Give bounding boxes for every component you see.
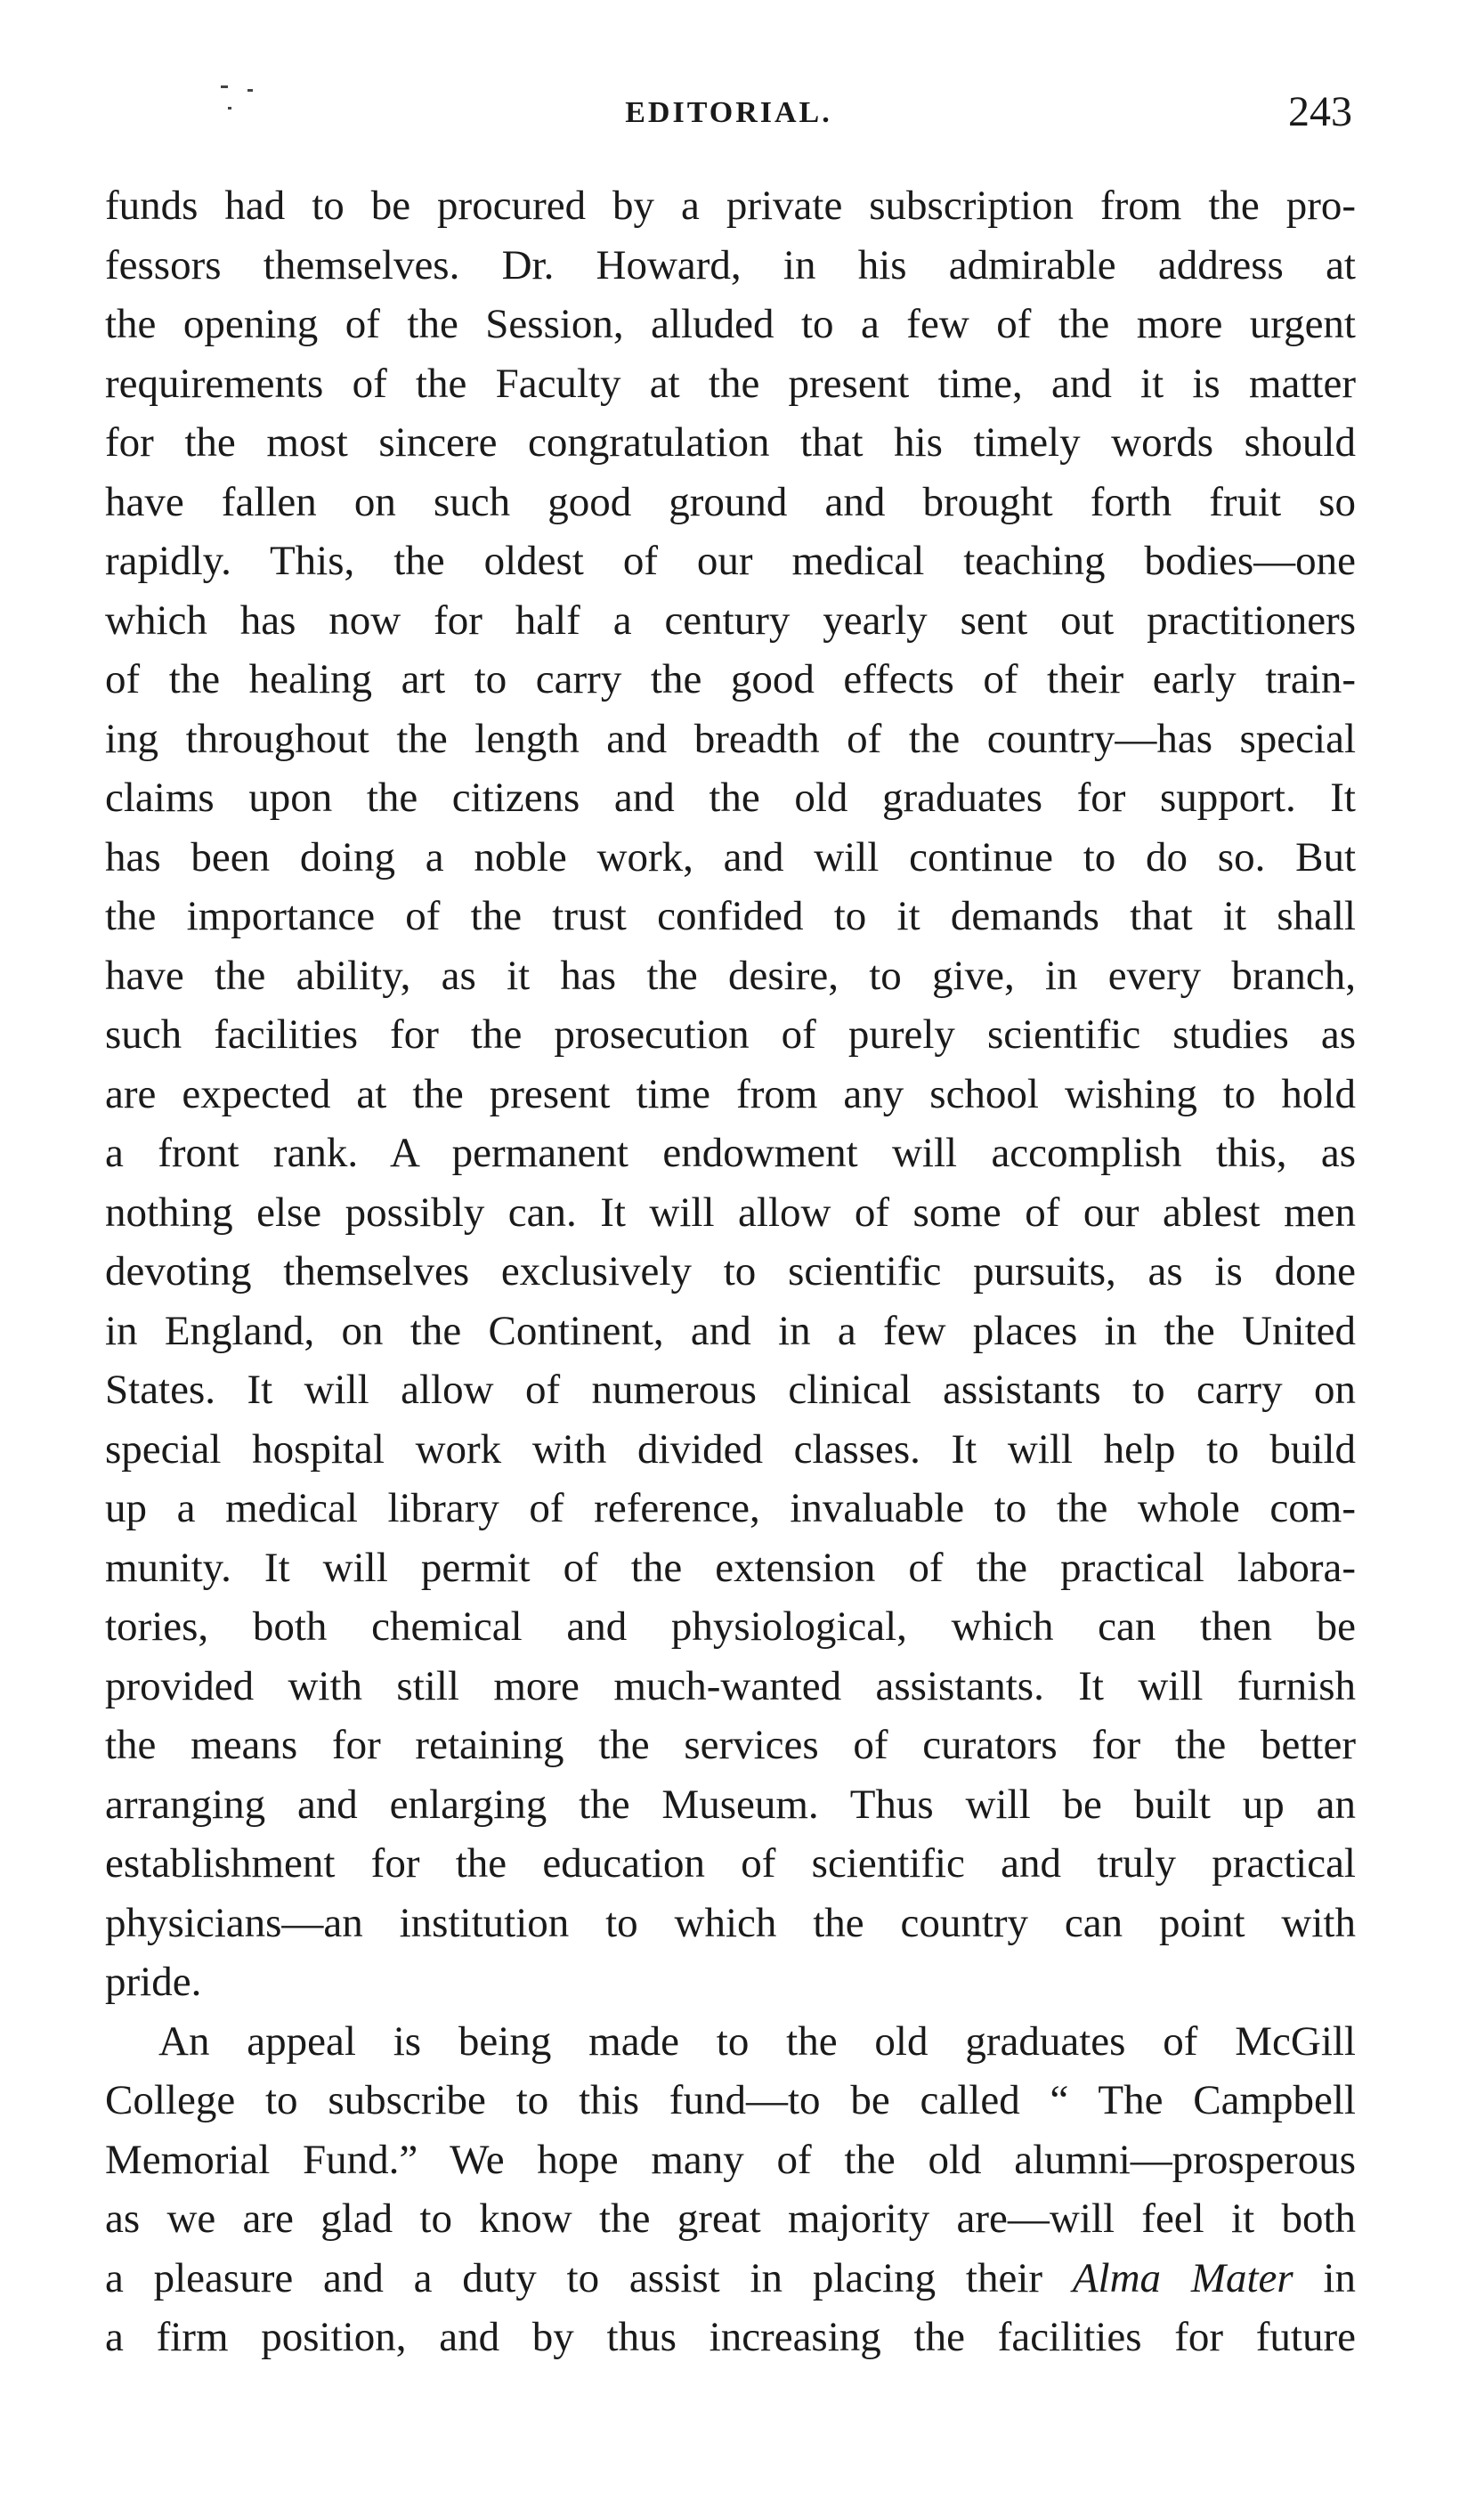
paragraph-1 [105,176,1356,2012]
text-line: ing throughout the length and breadth of the country—has special [105,715,1356,762]
paragraph-2 [105,2012,1356,2367]
text-line: has been doing a noble work, and will continue to do so. But [105,833,1356,881]
text-line: special hospital work with divided classes. It will help to build [105,1425,1356,1473]
text-line: College to subscribe to this fund—to be called “ The Campbell [105,2077,1356,2123]
text-line: tories, both chemical and physiological, which can then be [105,1603,1356,1650]
text-line: have the ability, as it has the desire, to give, in every branch, [105,952,1356,999]
text-line: the means for retaining the services of curators for the better [105,1722,1356,1768]
text-line: as we are glad to know the great majority are—will feel it both [105,2195,1356,2242]
text-line: a front rank. A permanent endowment will accomplish this, as [105,1130,1356,1176]
text-line: physicians—an institution to which the country can point with [105,1899,1356,1946]
text-line: provided with still more much-wanted assistants. It will furnish [105,1662,1356,1709]
text-line: States. It will allow of numerous clinical assistants to carry on [105,1367,1356,1413]
text-line: a firm position, and by thus increasing the facilities for future [105,2314,1356,2360]
text-line: establishment for the education of scientific and truly practical [105,1840,1356,1887]
italic-phrase: Alma Mater [1072,2254,1293,2301]
running-head [105,87,1352,141]
text-line: rapidly. This, the oldest of our medical teaching bodies—one [105,538,1356,584]
text-line: the importance of the trust confided to it demands that it shall [105,893,1356,939]
text-line: in England, on the Continent, and in a few places in the United [105,1307,1356,1354]
text-line: munity. It will permit of the extension of the practical labora- [105,1544,1356,1591]
text-line: which has now for half a century yearly sent out practitioners [105,597,1356,644]
text-line: up a medical library of reference, invaluable to the whole com- [105,1485,1356,1531]
text-line: funds had to be procured by a private subscription from the pro- [105,183,1356,229]
text-line: have fallen on such good ground and brought forth fruit so [105,478,1356,525]
text-segment: in [1323,2254,1356,2301]
text-line: are expected at the present time from any school wishing to hold [105,1070,1356,1117]
running-head-title: EDITORIAL. [625,96,832,129]
text-line [105,2249,1356,2309]
text-line: devoting themselves exclusively to scientific pursuits, as is done [105,1248,1356,1295]
text-line: the opening of the Session, alluded to a few of the more urgent [105,301,1356,347]
text-line: for the most sincere congratulation that his timely words should [105,419,1356,466]
text-line: claims upon the citizens and the old graduates for support. It [105,775,1356,821]
text-line: fessors themselves. Dr. Howard, in his admirable address at [105,241,1356,288]
body-text [105,176,1356,2367]
page-number: 243 [1288,88,1352,135]
text-line: of the healing art to carry the good effects of their early train- [105,656,1356,702]
text-line: arranging and enlarging the Museum. Thus will be built up an [105,1781,1356,1828]
text-line: Memorial Fund.” We hope many of the old alumni—prosperous [105,2136,1356,2183]
text-line: such facilities for the prosecution of purely scientific studies as [105,1011,1356,1058]
text-line: requirements of the Faculty at the present time, and it is matter [105,360,1356,407]
text-line: pride. [105,1959,202,2005]
text-segment: a pleasure and a duty to assist in placing their [105,2254,1043,2301]
text-line: nothing else possibly can. It will allow of some of our ablest men [105,1189,1356,1236]
text-line: An appeal is being made to the old graduates of McGill [158,2017,1356,2065]
